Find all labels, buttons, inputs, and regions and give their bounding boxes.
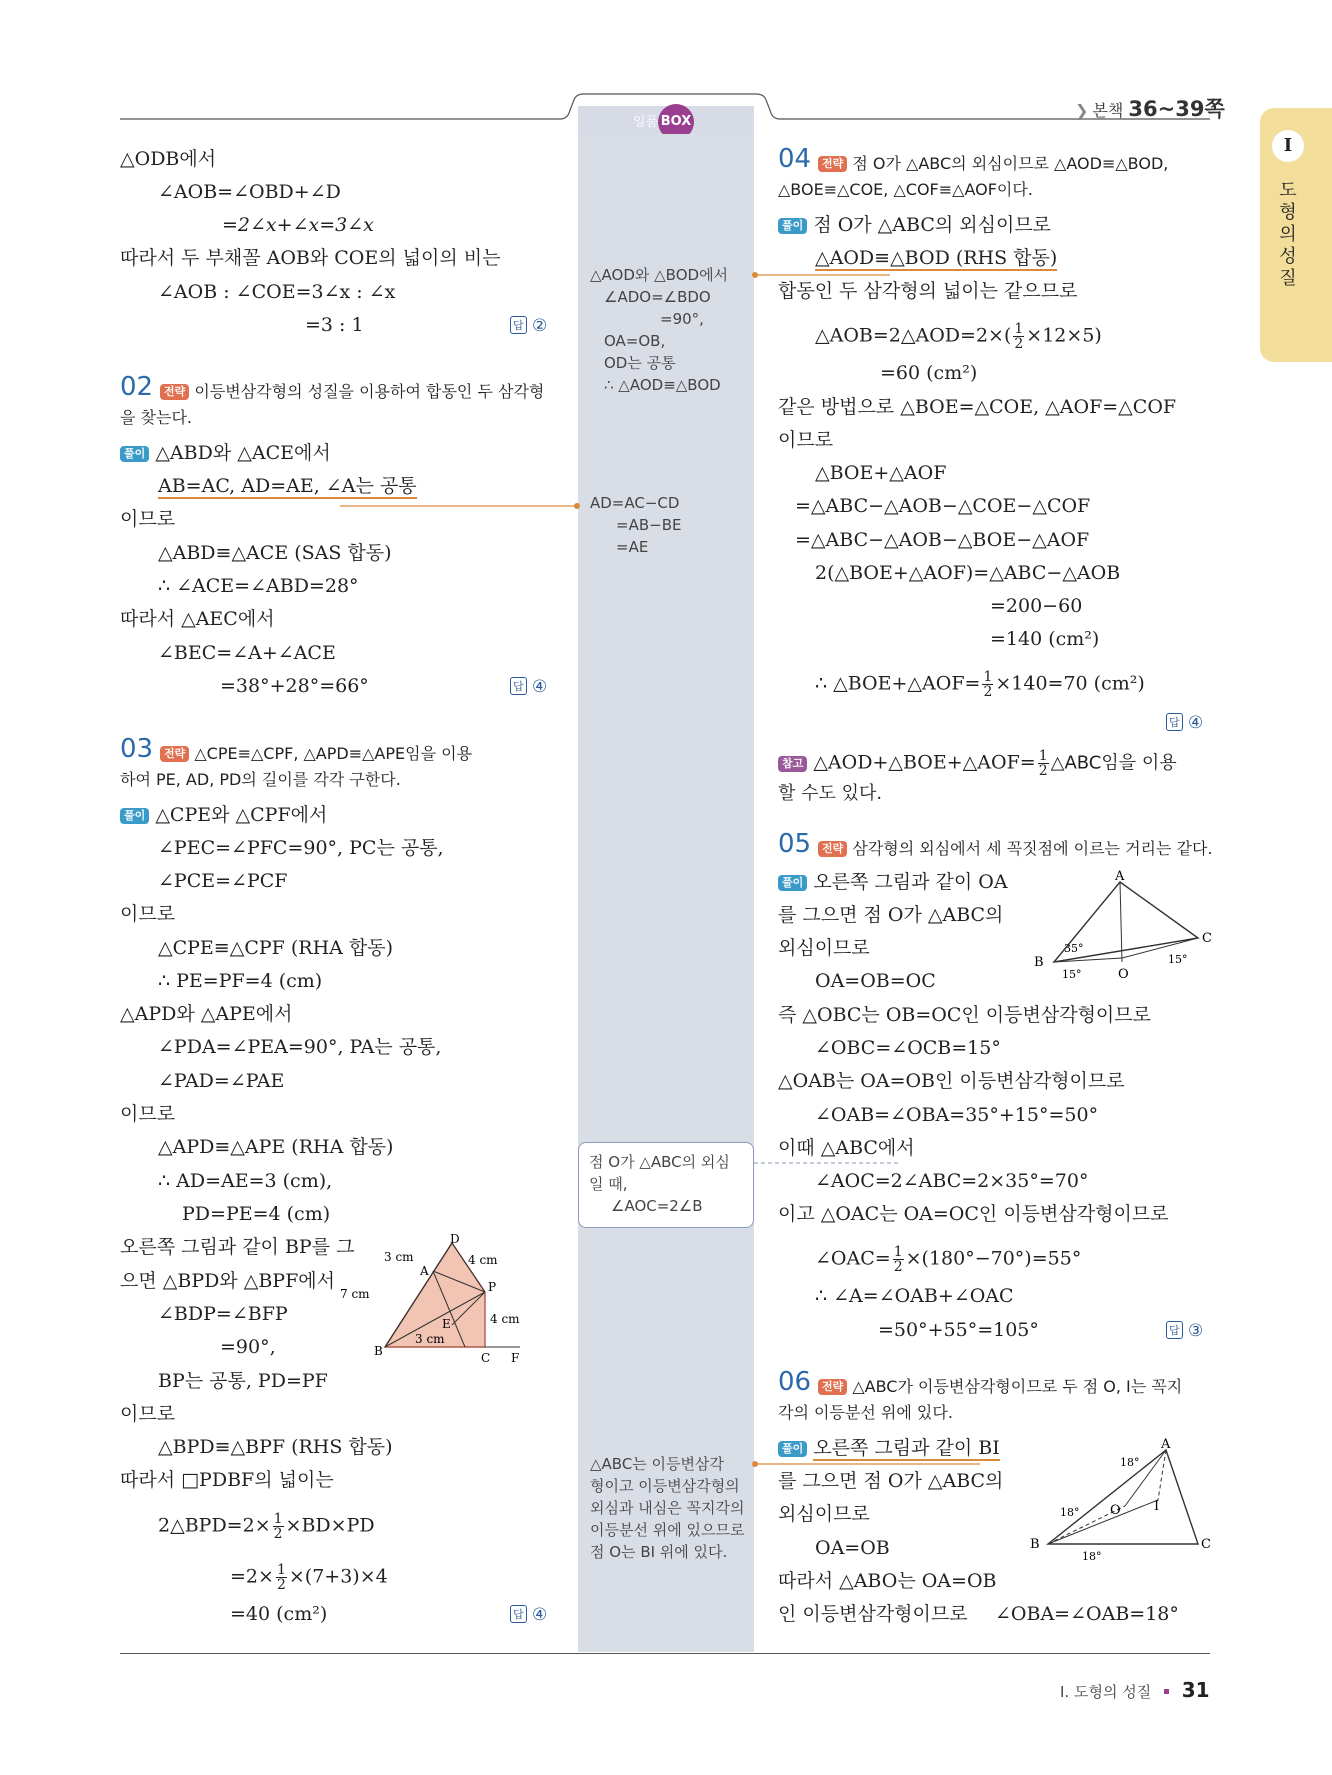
box-note-3: 점 O가 △ABC의 외심 일 때, ∠AOC=2∠B: [578, 1142, 754, 1228]
p01-line: =3 : 1: [305, 314, 364, 336]
p01-line: ∠AOB=∠OBD+∠D: [158, 181, 341, 203]
chapter-tab-title: 도형의 성질: [1279, 180, 1297, 289]
fig-label: A: [420, 1264, 429, 1278]
p05-line: ∠OAC= $\frac{1}{2}$ ×(180°−70°)=55°: [815, 1244, 1082, 1275]
footer-chapter: I. 도형의 성질: [1060, 1683, 1152, 1701]
fig-label: 18°: [1060, 1506, 1080, 1519]
p03-line: 이므로: [120, 1103, 176, 1125]
p02-line: 따라서 △AEC에서: [120, 608, 275, 630]
box-note-1: △AOD와 △BOD에서 ∠ADO=∠BDO =90°, OA=OB, OD는 공통 ∴ △AOD≡△BOD: [590, 266, 729, 394]
p02-line: 이므로: [120, 508, 176, 530]
p01-line: =2∠x+∠x=3∠x: [222, 214, 374, 236]
fig-label: C: [1201, 1537, 1211, 1552]
p05-line: 이고 △OAC는 OA=OC인 이등변삼각형이므로: [778, 1203, 1169, 1225]
box-note-4: △ABC는 이등변삼각 형이고 이등변삼각형의 외심과 내심은 꼭지각의 이등분선 위에 있으므로 점 O는 BI 위에 있다.: [590, 1455, 745, 1561]
p05-strategy: 전략 삼각형의 외심에서 세 꼭짓점에 이르는 거리는 같다.: [818, 836, 1213, 859]
p03-line: ∠PEC=∠PFC=90°, PC는 공통,: [158, 837, 444, 859]
p03-figure: [340, 1232, 540, 1365]
p03-line: BP는 공통, PD=PF: [158, 1370, 328, 1392]
p06-strategy-cont: 각의 이등분선 위에 있다.: [778, 1403, 953, 1422]
fig-label: A: [1115, 869, 1125, 884]
footer: [1060, 1678, 1210, 1702]
p03-number: 03: [120, 734, 154, 764]
chevron-right-icon: ❯: [1075, 101, 1089, 120]
fig-label: B: [1030, 1537, 1040, 1552]
footer-dot: [1164, 1689, 1169, 1694]
p05-line: OA=OB=OC: [815, 970, 936, 992]
fig-label: 18°: [1120, 1456, 1140, 1469]
fraction: $\frac{1}{2}$: [273, 1511, 283, 1542]
p02-line: AB=AC, AD=AE, ∠A는 공통: [158, 475, 417, 497]
fig-label: 4 cm: [490, 1312, 520, 1326]
fig-label: 3 cm: [415, 1332, 445, 1346]
p03-line: △BPD≡△BPF (RHS 합동): [158, 1436, 393, 1458]
p04-line: 같은 방법으로 △BOE=△COE, △AOF=△COF: [778, 396, 1177, 418]
p05-figure: [1030, 869, 1220, 982]
p03-line: ∠PCE=∠PCF: [158, 870, 288, 892]
p05-line: ∠AOC=2∠ABC=2×35°=70°: [815, 1170, 1089, 1192]
page-number: 31: [1181, 1678, 1210, 1702]
p03-line: PD=PE=4 (cm): [182, 1203, 331, 1225]
p05-line: 를 그으면 점 O가 △ABC의: [778, 904, 1004, 926]
p04-note-cont: 할 수도 있다.: [778, 783, 883, 804]
p06-strategy: 전략 △ABC가 이등변삼각형이므로 두 점 O, I는 꼭지: [818, 1374, 1182, 1397]
p04-line: =140 (cm²): [990, 628, 1100, 650]
p03-strategy-cont: 하여 PE, AD, PD의 길이를 각각 구한다.: [120, 770, 401, 789]
fig-label: B: [374, 1344, 383, 1358]
p04-line: =200−60: [990, 595, 1083, 617]
p04-line: =△ABC−△AOB−△COE−△COF: [795, 495, 1091, 517]
fraction: $\frac{1}{2}$: [1014, 321, 1024, 352]
p02-line: 풀이 △ABD와 △ACE에서: [120, 444, 331, 463]
p05-line: 즉 △OBC는 OB=OC인 이등변삼각형이므로: [778, 1004, 1151, 1026]
p03-strategy: 전략 △CPE≡△CPF, △APD≡△APE임을 이용: [160, 741, 472, 764]
p06-line: OA=OB: [815, 1537, 890, 1559]
p06-line: 인 이등변삼각형이므로: [778, 1603, 968, 1625]
p02-line: △ABD≡△ACE (SAS 합동): [158, 542, 392, 564]
p02-line: =38°+28°=66°: [220, 675, 369, 697]
p04-note: 참고 △AOD+△BOE+△AOF= $\frac{1}{2}$ △ABC임을 이용: [778, 749, 1177, 778]
fig-label: O: [1118, 967, 1129, 982]
box-label-badge: BOX: [658, 104, 694, 140]
p05-line: ∠OBC=∠OCB=15°: [815, 1037, 1001, 1059]
p06-line: ∠OBA=∠OAB=18°: [995, 1603, 1179, 1625]
p03-line: ∠BDP=∠BFP: [158, 1303, 288, 1325]
fig-label: P: [488, 1280, 497, 1294]
p05-line: ∠OAB=∠OBA=35°+15°=50°: [815, 1104, 1099, 1126]
p05-answer: 답 ③: [1166, 1321, 1203, 1341]
p03-line: 2△BPD=2× $\frac{1}{2}$ ×BD×PD: [158, 1511, 375, 1542]
p05-line: ∴ ∠A=∠OAB+∠OAC: [815, 1285, 1014, 1307]
p01-line: ∠AOB : ∠COE=3∠x : ∠x: [158, 281, 396, 303]
p06-line: 외심이므로: [778, 1503, 870, 1525]
p05-line: 풀이 오른쪽 그림과 같이 OA: [778, 873, 1008, 892]
p03-answer: 답 ④: [510, 1605, 547, 1625]
p03-line: △APD≡△APE (RHA 합동): [158, 1136, 394, 1158]
p03-line: 으면 △BPD와 △BPF에서: [120, 1270, 335, 1292]
p02-line: ∠BEC=∠A+∠ACE: [158, 642, 336, 664]
p04-line: △AOD≡△BOD (RHS 합동): [815, 247, 1058, 269]
p02-number: 02: [120, 372, 154, 402]
p06-line: 따라서 △ABO는 OA=OB: [778, 1570, 997, 1592]
fig-label: A: [1161, 1437, 1171, 1452]
p03-line: ∴ PE=PF=4 (cm): [158, 970, 323, 992]
fraction: $\frac{1}{2}$: [1038, 748, 1048, 779]
p04-strategy-cont: △BOE≡△COE, △COF≡△AOF이다.: [778, 180, 1033, 199]
p04-line: 합동인 두 삼각형의 넓이는 같으므로: [778, 280, 1078, 302]
p04-line: =60 (cm²): [880, 362, 978, 384]
p04-line: △BOE+△AOF: [815, 462, 947, 484]
p04-answer: 답 ④: [1166, 713, 1203, 733]
fig-label: E: [442, 1317, 451, 1331]
fig-label: 35°: [1064, 942, 1084, 955]
p03-line: 이므로: [120, 1403, 176, 1425]
p04-line: 2(△BOE+△AOF)=△ABC−△AOB: [815, 562, 1121, 584]
p03-line: =90°,: [220, 1336, 276, 1358]
p02-line: ∴ ∠ACE=∠ABD=28°: [158, 575, 359, 597]
fig-label: D: [450, 1232, 460, 1246]
p01-answer: 답 ②: [510, 316, 547, 336]
p06-line: 풀이 오른쪽 그림과 같이 BI: [778, 1439, 1000, 1458]
p05-line: 이때 △ABC에서: [778, 1137, 915, 1159]
fig-label: C: [481, 1351, 491, 1365]
p06-line: 를 그으면 점 O가 △ABC의: [778, 1470, 1004, 1492]
p04-line: △AOB=2△AOD=2×( $\frac{1}{2}$ ×12×5): [815, 321, 1102, 352]
p04-line: 이므로: [778, 429, 834, 451]
p02-strategy-cont: 을 찾는다.: [120, 408, 192, 427]
p04-number: 04: [778, 144, 812, 174]
p03-line: ∠PAD=∠PAE: [158, 1070, 285, 1092]
fraction: $\frac{1}{2}$: [276, 1562, 286, 1593]
p04-line: =△ABC−△AOB−△BOE−△AOF: [795, 529, 1090, 551]
p05-line: =50°+55°=105°: [878, 1319, 1039, 1341]
box-label-a: 일품: [633, 115, 659, 130]
fraction: $\frac{1}{2}$: [893, 1244, 903, 1275]
p01-line: △ODB에서: [120, 148, 217, 170]
p03-line: 풀이 △CPE와 △CPF에서: [120, 806, 327, 825]
p03-line: 따라서 □PDBF의 넓이는: [120, 1469, 334, 1491]
fig-label: F: [511, 1351, 520, 1365]
fig-label: 4 cm: [468, 1253, 498, 1267]
box-note-2: AD=AC−CD =AB−BE =AE: [590, 494, 682, 556]
p03-line: 이므로: [120, 903, 176, 925]
p01-line: 따라서 두 부채꼴 AOB와 COE의 넓이의 비는: [120, 247, 501, 269]
p02-strategy: 전략 이등변삼각형의 성질을 이용하여 합동인 두 삼각형: [160, 379, 544, 402]
p03-line: ∴ AD=AE=3 (cm),: [158, 1170, 333, 1192]
p04-line: 풀이 점 O가 △ABC의 외심이므로: [778, 216, 1051, 235]
p03-line: △CPE≡△CPF (RHA 합동): [158, 937, 394, 959]
p03-line: =40 (cm²): [230, 1603, 328, 1625]
p03-line: 오른쪽 그림과 같이 BP를 그: [120, 1236, 355, 1258]
fig-label: 7 cm: [340, 1287, 370, 1301]
p03-line: =2× $\frac{1}{2}$ ×(7+3)×4: [230, 1562, 388, 1593]
fraction: $\frac{1}{2}$: [983, 669, 993, 700]
p04-line: ∴ △BOE+△AOF= $\frac{1}{2}$ ×140=70 (cm²): [815, 669, 1145, 700]
p06-number: 06: [778, 1367, 812, 1397]
fig-label: 15°: [1168, 953, 1188, 966]
fig-label: I: [1154, 1499, 1160, 1514]
fig-label: B: [1034, 955, 1044, 970]
p05-line: 외심이므로: [778, 937, 870, 959]
page-reference: ❯ 본책 36~39쪽: [1075, 97, 1225, 121]
p03-line: △APD와 △APE에서: [120, 1003, 293, 1025]
p06-figure: [1030, 1436, 1220, 1563]
p03-line: ∠PDA=∠PEA=90°, PA는 공통,: [158, 1036, 442, 1058]
p05-number: 05: [778, 829, 812, 859]
p02-answer: 답 ④: [510, 677, 547, 697]
footer-rule: [120, 1653, 1210, 1654]
fig-label: 3 cm: [384, 1250, 414, 1264]
chapter-tab-roman: I: [1272, 130, 1304, 162]
fig-label: O: [1110, 1503, 1121, 1518]
p05-line: △OAB는 OA=OB인 이등변삼각형이므로: [778, 1070, 1125, 1092]
fig-label: 18°: [1082, 1550, 1102, 1563]
p04-strategy: 전략 점 O가 △ABC의 외심이므로 △AOD≡△BOD,: [818, 151, 1168, 174]
fig-label: 15°: [1062, 968, 1082, 981]
fig-label: C: [1202, 931, 1212, 946]
